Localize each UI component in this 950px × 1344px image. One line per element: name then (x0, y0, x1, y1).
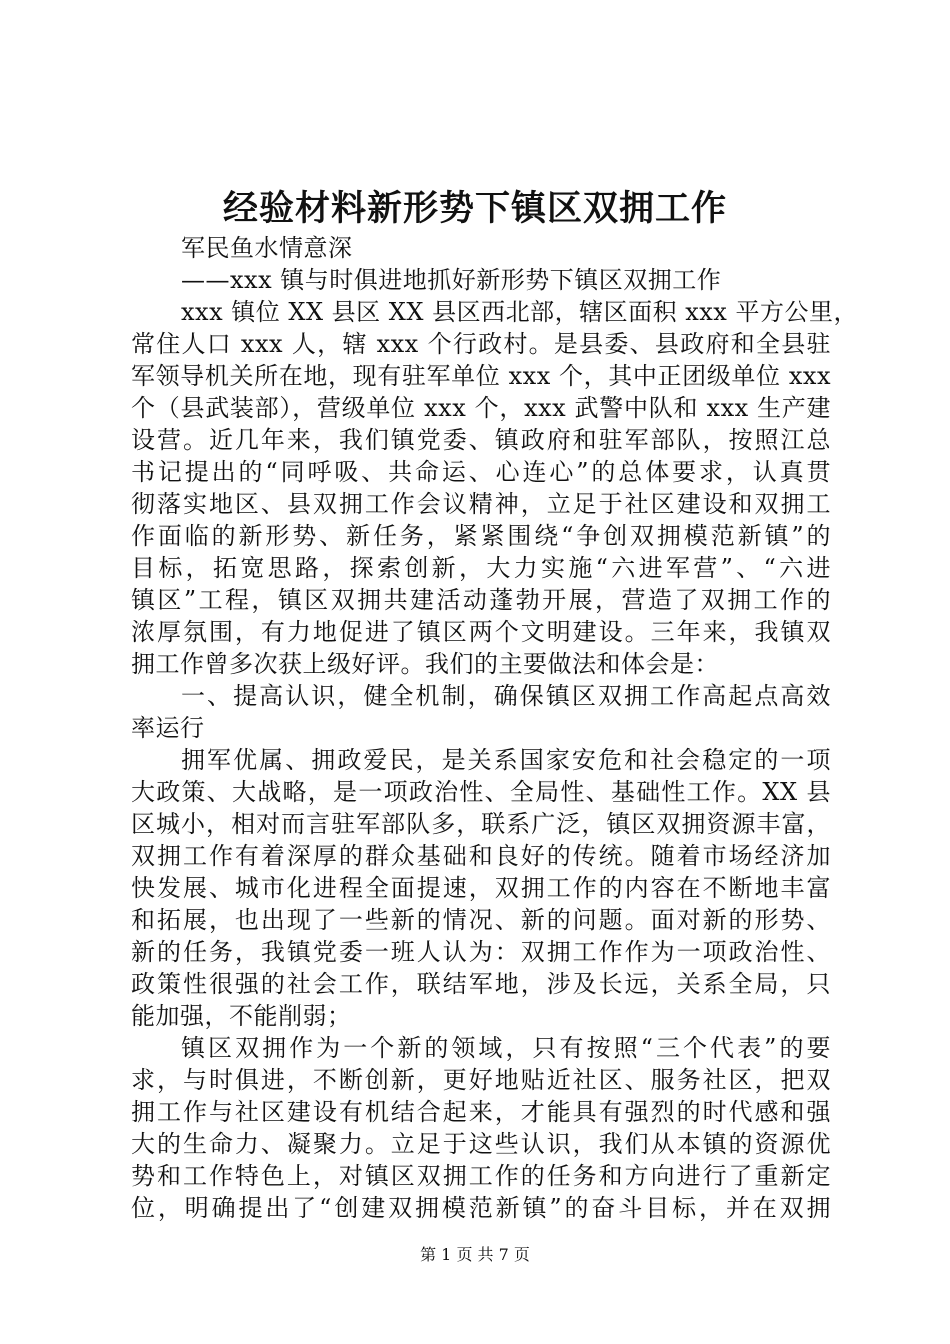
text-line: 新的任务，我镇党委一班人认为：双拥工作作为一项政治性、 (131, 938, 831, 966)
text-line: 书记提出的“同呼吸、共命运、心连心”的总体要求，认真贯 (131, 458, 831, 486)
text-line: 位，明确提出了“创建双拥模范新镇”的奋斗目标，并在双拥 (131, 1194, 831, 1222)
section-heading-line: 率运行 (131, 714, 205, 742)
text-line: 能加强，不能削弱； (131, 1002, 352, 1030)
text-line: 双拥工作有着深厚的群众基础和良好的传统。随着市场经济加 (131, 842, 831, 870)
text-line: 个（县武装部），营级单位 xxx 个，xxx 武警中队和 xxx 生产建 (131, 394, 831, 422)
page-footer: 第 1 页 共 7 页 (420, 1245, 530, 1264)
text-line: 镇区双拥作为一个新的领域，只有按照“三个代表”的要 (181, 1034, 831, 1062)
text-line: 军领导机关所在地，现有驻军单位 xxx 个，其中正团级单位 xxx (131, 362, 831, 390)
text-line: 常住人口 xxx 人，辖 xxx 个行政村。是县委、县政府和全县驻 (131, 330, 831, 358)
text-line: 作面临的新形势、新任务，紧紧围绕“争创双拥模范新镇”的 (131, 522, 831, 550)
text-line: 镇区”工程，镇区双拥共建活动蓬勃开展，营造了双拥工作的 (131, 586, 831, 614)
text-line: 目标，拓宽思路，探索创新，大力实施“六进军营”、“六进 (131, 554, 831, 582)
text-line: 拥工作与社区建设有机结合起来，才能具有强烈的时代感和强 (131, 1098, 831, 1126)
text-line: 彻落实地区、县双拥工作会议精神，立足于社区建设和双拥工 (131, 490, 831, 518)
text-line: 区城小，相对而言驻军部队多，联系广泛，镇区双拥资源丰富， (131, 810, 831, 838)
document-title: 经验材料新形势下镇区双拥工作 (222, 188, 727, 229)
section-heading-line: 一、提高认识，健全机制，确保镇区双拥工作高起点高效 (181, 682, 831, 710)
text-line: xxx 镇位 XX 县区 XX 县区西北部，辖区面积 xxx 平方公里， (181, 298, 858, 326)
text-line: 拥军优属、拥政爱民，是关系国家安危和社会稳定的一项 (181, 746, 831, 774)
text-line: 大政策、大战略，是一项政治性、全局性、基础性工作。XX 县 (131, 778, 831, 806)
text-line: 和拓展，也出现了一些新的情况、新的问题。面对新的形势、 (131, 906, 831, 934)
document-body (131, 232, 858, 1224)
text-line: 大的生命力、凝聚力。立足于这些认识，我们从本镇的资源优 (131, 1130, 831, 1158)
text-line: 浓厚氛围，有力地促进了镇区两个文明建设。三年来，我镇双 (131, 618, 831, 646)
text-line: 势和工作特色上，对镇区双拥工作的任务和方向进行了重新定 (131, 1162, 831, 1190)
text-line: 设营。近几年来，我们镇党委、镇政府和驻军部队，按照江总 (131, 426, 831, 454)
text-line: 政策性很强的社会工作，联结军地，涉及长远，关系全局，只 (131, 970, 831, 998)
text-line: 快发展、城市化进程全面提速，双拥工作的内容在不断地丰富 (131, 874, 831, 902)
text-line: 军民鱼水情意深 (181, 234, 353, 262)
text-line: 拥工作曾多次获上级好评。我们的主要做法和体会是： (131, 650, 719, 678)
text-line: 求，与时俱进，不断创新，更好地贴近社区、服务社区，把双 (131, 1066, 831, 1094)
text-line: ——xxx 镇与时俱进地抓好新形势下镇区双拥工作 (181, 266, 722, 294)
